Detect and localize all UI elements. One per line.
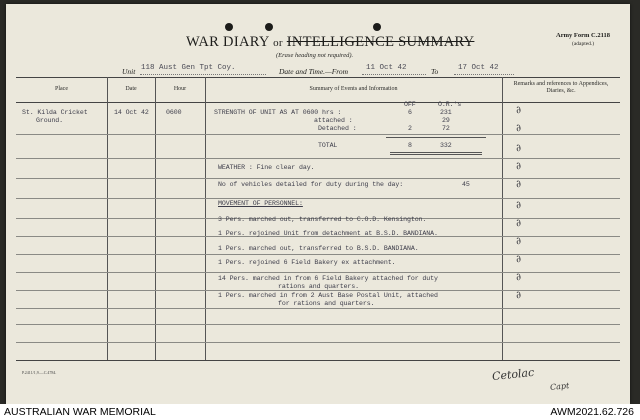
- strength-label: STRENGTH OF UNIT AS AT 0600 hrs :: [214, 109, 342, 116]
- date-from: 11 Oct 42: [366, 64, 407, 72]
- movement-line: 1 Pers. marched out, transferred to B.S.D. BANDIANA.: [218, 245, 419, 252]
- movement-heading: MOVEMENT OF PERSONNEL:: [218, 200, 303, 207]
- punch-hole: [265, 23, 273, 31]
- signature-rank: Capt: [549, 381, 570, 392]
- signature: Cetolac: [491, 365, 535, 384]
- column-header-place: Place: [55, 86, 68, 92]
- ruled-line: [16, 134, 620, 135]
- strength-attached-label: attached :: [314, 117, 353, 124]
- ruled-line: [16, 272, 620, 273]
- date-to-underline: [454, 74, 514, 75]
- entry-date: 14 Oct 42: [114, 109, 149, 116]
- unit-value: 118 Aust Gen Tpt Coy.: [141, 64, 236, 72]
- strength-total-rule: [390, 152, 482, 155]
- title-war-diary: WAR DIARY: [186, 34, 270, 50]
- movement-line: 1 Pers. marched in from 2 Aust Base Postal Unit, attached: [218, 292, 438, 299]
- ruled-line: [16, 342, 620, 343]
- weather-line: WEATHER : Fine clear day.: [218, 164, 315, 171]
- ruled-line: [16, 178, 620, 179]
- remark-tick-mark: ∂: [514, 104, 523, 117]
- ruled-line: [16, 198, 620, 199]
- strength-detached-off: 2: [408, 125, 412, 132]
- remark-tick-mark: ∂: [514, 289, 523, 302]
- remark-tick-mark: ∂: [514, 142, 523, 155]
- army-form-number: Army Form C.2118: [556, 32, 610, 39]
- strength-off-value: 6: [408, 109, 412, 116]
- strength-rule: [386, 137, 486, 138]
- remark-tick-mark: ∂: [514, 199, 523, 212]
- movement-line-cont: rations and quarters.: [278, 283, 359, 290]
- date-to: 17 Oct 42: [458, 64, 499, 72]
- vehicles-value: 45: [462, 181, 470, 188]
- punch-hole: [225, 23, 233, 31]
- vehicles-label: No of vehicles detailed for duty during the day:: [218, 181, 404, 188]
- strength-total-or: 332: [440, 142, 452, 149]
- strength-detached-label: Detached :: [318, 125, 357, 132]
- strength-col-off: OFF: [404, 101, 416, 108]
- movement-line: 3 Pers. marched out, transferred to C.O.D. Kensington.: [218, 216, 427, 223]
- remark-tick-mark: ∂: [514, 217, 523, 230]
- ruled-line: [16, 308, 620, 309]
- strength-or-value: 231: [440, 109, 452, 116]
- movement-line-cont: for rations and quarters.: [278, 300, 375, 307]
- print-code: P.2411/1,9.—C.4784.: [22, 370, 57, 375]
- archive-reference: AWM2021.62.726: [550, 406, 634, 418]
- movement-line: 1 Pers. rejoined Unit from detachment at B.S.D. BANDIANA.: [218, 230, 438, 237]
- archive-footer: [0, 404, 640, 420]
- column-header-summary: Summary of Events and Information: [309, 86, 398, 92]
- strength-col-or: O.R.'s: [438, 101, 462, 108]
- ruled-line: [16, 158, 620, 159]
- remark-tick-mark: ∂: [514, 160, 523, 173]
- to-label: To: [431, 67, 439, 76]
- strength-total-label: TOTAL: [318, 142, 338, 149]
- movement-line: 14 Pers. marched in from 6 Field Bakery attached for duty: [218, 275, 438, 282]
- ruled-line: [16, 290, 620, 291]
- ruled-line: [16, 254, 620, 255]
- column-header-remarks: Remarks and references to Appendices, Diaries, &c.: [513, 81, 609, 94]
- movement-line: 1 Pers. rejoined 6 Field Bakery ex attachment.: [218, 259, 396, 266]
- title-or: or: [273, 37, 283, 49]
- archive-name: AUSTRALIAN WAR MEMORIAL: [4, 406, 156, 418]
- entry-hour: 0600: [166, 109, 182, 116]
- strength-detached-or: 72: [442, 125, 450, 132]
- strength-attached-or: 29: [442, 117, 450, 124]
- entry-place-line2: Ground.: [36, 117, 63, 124]
- form-title: [186, 34, 474, 51]
- column-header-date: Date: [125, 86, 137, 92]
- entry-place-line1: St. Kilda Cricket: [22, 109, 88, 116]
- unit-label: Unit: [122, 67, 136, 76]
- date-from-underline: [362, 74, 426, 75]
- remark-tick-mark: ∂: [514, 122, 523, 135]
- unit-underline: [140, 74, 266, 75]
- adapted-note: (adapted.): [572, 41, 595, 47]
- remark-tick-mark: ∂: [514, 235, 523, 248]
- remark-tick-mark: ∂: [514, 253, 523, 266]
- erase-note: (Erase heading not required).: [276, 52, 354, 59]
- strength-total-off: 8: [408, 142, 412, 149]
- war-diary-form: [6, 4, 630, 404]
- date-time-label: Date and Time.—From: [279, 67, 349, 76]
- punch-hole: [373, 23, 381, 31]
- table-bottom-border: [16, 360, 620, 361]
- column-header-hour: Hour: [173, 86, 187, 92]
- ruled-line: [16, 324, 620, 325]
- title-intelligence-summary: INTELLIGENCE SUMMARY: [286, 34, 475, 50]
- remark-tick-mark: ∂: [514, 271, 523, 284]
- remark-tick-mark: ∂: [514, 178, 523, 191]
